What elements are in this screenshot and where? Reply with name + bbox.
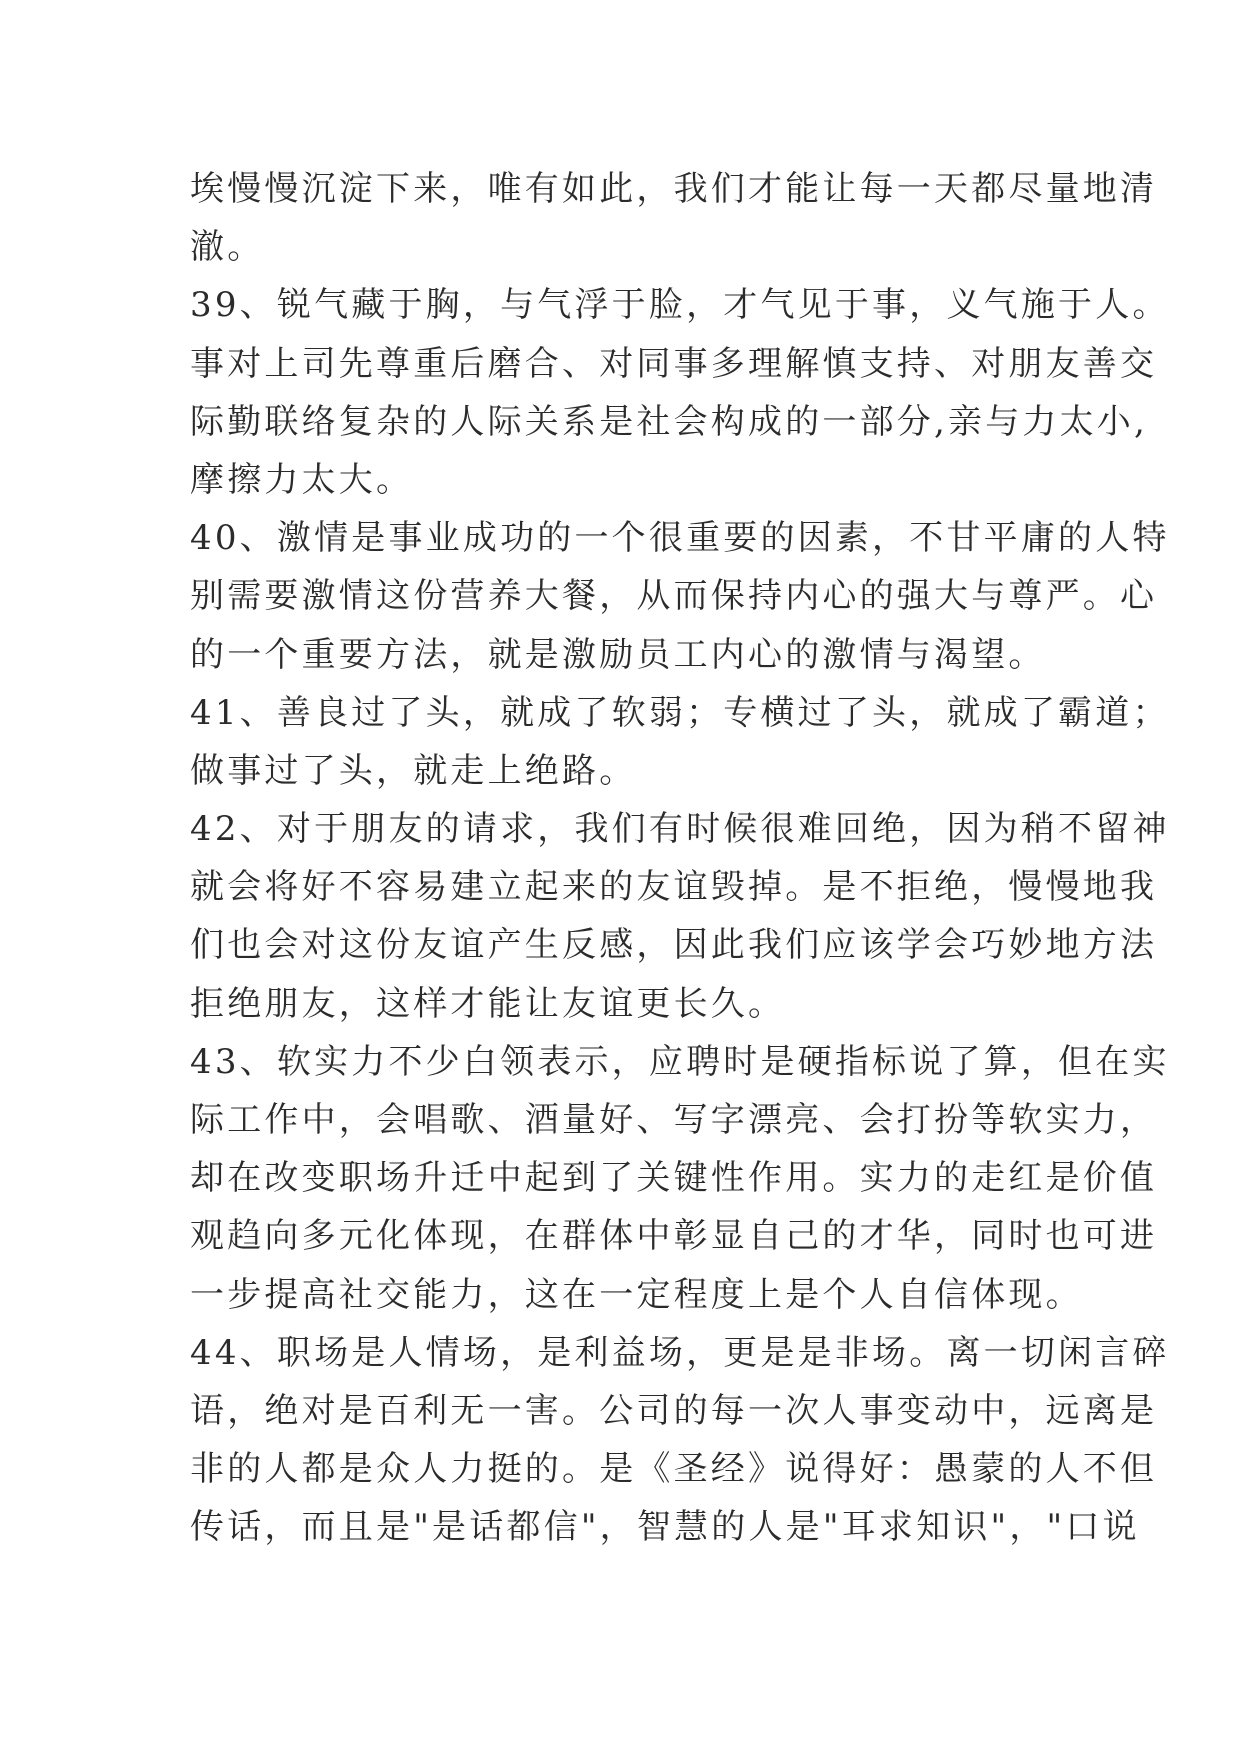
text-line: 41、善良过了头，就成了软弱；专横过了头，就成了霸道； (190, 692, 1170, 733)
text-line: 事对上司先尊重后磨合、对同事多理解慎支持、对朋友善交 (190, 343, 1158, 384)
text-line: 语，绝对是百利无一害。公司的每一次人事变动中，远离是 (190, 1390, 1158, 1431)
text-line: 拒绝朋友，这样才能让友谊更长久。 (190, 983, 786, 1024)
text-line: 做事过了头，就走上绝路。 (190, 750, 637, 791)
text-line: 42、对于朋友的请求，我们有时候很难回绝，因为稍不留神 (190, 809, 1170, 850)
text-line: 摩擦力太大。 (190, 459, 414, 500)
text-line: 的一个重要方法，就是激励员工内心的激情与渴望。 (190, 634, 1046, 675)
text-line: 却在改变职场升迁中起到了关键性作用。实力的走红是价值 (190, 1158, 1158, 1199)
text-line: 44、职场是人情场，是利益场，更是是非场。离一切闲言碎 (190, 1332, 1170, 1373)
text-line: 际勤联络复杂的人际关系是社会构成的一部分,亲与力太小, (190, 401, 1149, 442)
text-line: 际工作中，会唱歌、酒量好、写字漂亮、会打扮等软实力， (190, 1100, 1158, 1140)
text-line: 别需要激情这份营养大餐，从而保持内心的强大与尊严。心 (190, 576, 1158, 617)
text-line: 就会将好不容易建立起来的友谊毁掉。是不拒绝，慢慢地我 (190, 867, 1158, 908)
text-line: 一步提高社交能力，这在一定程度上是个人自信体现。 (190, 1274, 1083, 1315)
text-line: 40、激情是事业成功的一个很重要的因素，不甘平庸的人特 (190, 518, 1170, 559)
text-line: 澈。 (190, 227, 265, 268)
text-line: 埃慢慢沉淀下来，唯有如此，我们才能让每一天都尽量地清 (190, 169, 1158, 209)
text-line: 观趋向多元化体现，在群体中彰显自己的才华，同时也可进 (190, 1216, 1158, 1257)
text-line: 非的人都是众人力挺的。是《圣经》说得好：愚蒙的人不但 (190, 1449, 1158, 1490)
text-line: 43、软实力不少白领表示，应聘时是硬指标说了算，但在实 (190, 1041, 1170, 1082)
text-line: 传话，而且是"是话都信"，智慧的人是"耳求知识"，"口说 (190, 1507, 1140, 1548)
text-line: 39、锐气藏于胸，与气浮于脸，才气见于事，义气施于人。 (190, 285, 1170, 326)
body-text (190, 160, 1170, 1557)
text-line: 们也会对这份友谊产生反感，因此我们应该学会巧妙地方法 (190, 925, 1158, 966)
